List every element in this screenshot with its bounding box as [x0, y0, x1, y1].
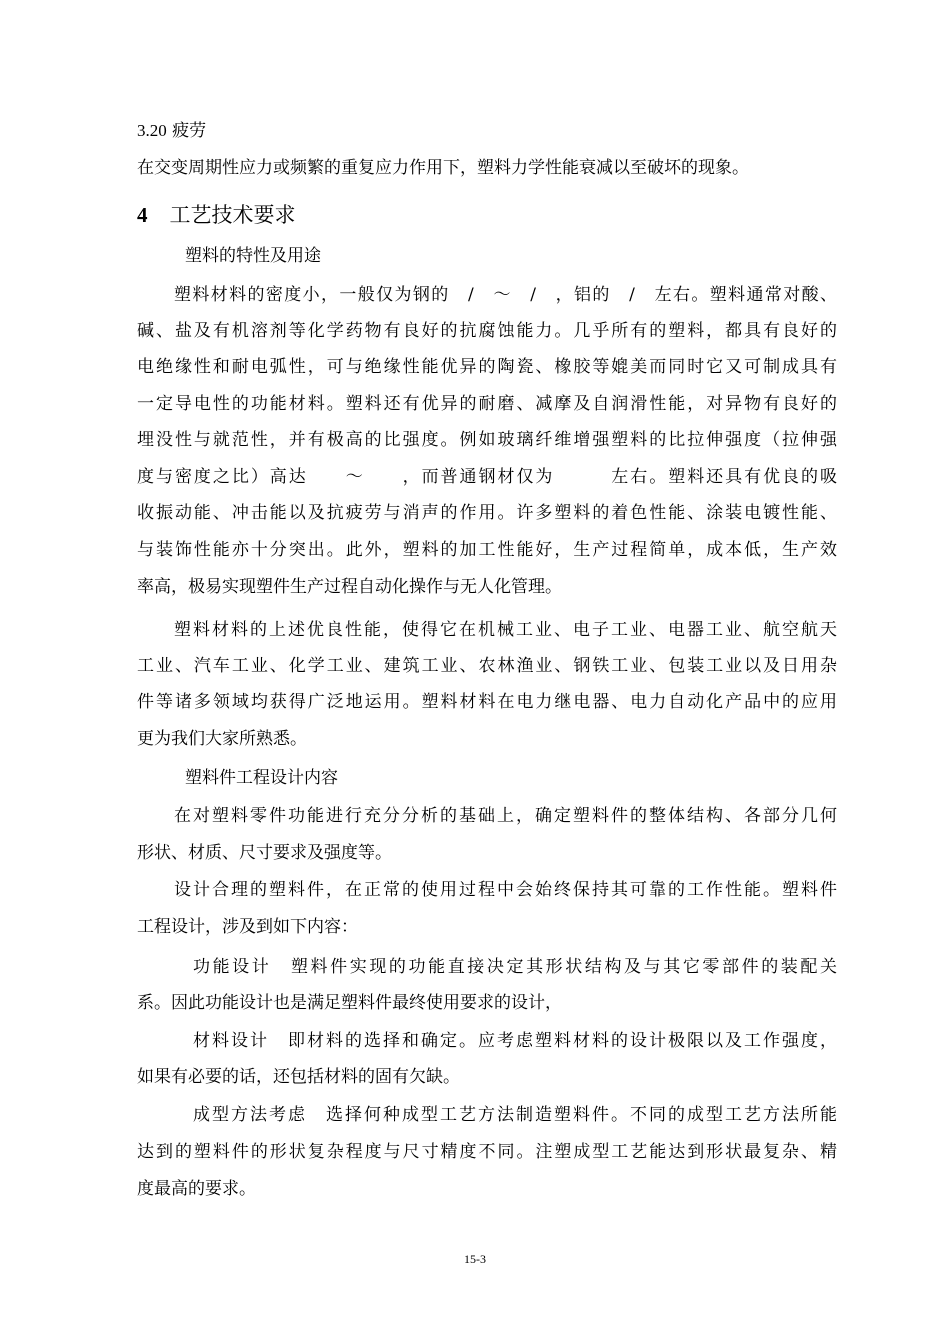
paragraph-line: 工业、汽车工业、化学工业、建筑工业、农林渔业、钢铁工业、包装工业以及日用杂 [137, 656, 837, 676]
paragraph-line: 一定导电性的功能材料。塑料还有优异的耐磨、减摩及自润滑性能，对异物有良好的 [137, 394, 837, 414]
definition-text: 在交变周期性应力或频繁的重复应力作用下，塑料力学性能衰减以至破坏的现象。 [137, 158, 749, 178]
paragraph-line: 电绝缘性和耐电弧性，可与绝缘性能优异的陶瓷、橡胶等媲美而同时它又可制成具有 [137, 357, 837, 377]
paragraph-line: 设计合理的塑料件，在正常的使用过程中会始终保持其可靠的工作性能。塑料件 [174, 880, 837, 900]
paragraph-line: 更为我们大家所熟悉。 [137, 729, 307, 749]
paragraph-line: 工程设计，涉及到如下内容： [137, 917, 358, 937]
list-item-line: 度最高的要求。 [137, 1179, 256, 1199]
list-item-line: 功能设计 塑料件实现的功能直接决定其形状结构及与其它零部件的装配关 [193, 957, 837, 977]
paragraph-line: 度与密度之比）高达 ～ ，而普通钢材仅为 左右。塑料还具有优良的吸 [137, 467, 837, 487]
list-item-line: 系。因此功能设计也是满足塑料件最终使用要求的设计， [137, 993, 562, 1013]
subsection-title: 塑料的特性及用途 [185, 246, 321, 266]
paragraph-line: 在对塑料零件功能进行充分分析的基础上，确定塑料件的整体结构、各部分几何 [174, 806, 837, 826]
list-item-line: 如果有必要的话，还包括材料的固有欠缺。 [137, 1067, 460, 1087]
list-item-line: 材料设计 即材料的选择和确定。应考虑塑料材料的设计极限以及工作强度， [193, 1031, 837, 1051]
paragraph-line: 收振动能、冲击能以及抗疲劳与消声的作用。许多塑料的着色性能、涂装电镀性能、 [137, 503, 837, 523]
chapter-heading [137, 199, 296, 229]
chapter-title: 工艺技术要求 [169, 203, 296, 227]
paragraph-line: 件等诸多领域均获得广泛地运用。塑料材料在电力继电器、电力自动化产品中的应用 [137, 692, 837, 712]
list-item-line: 成型方法考虑 选择何种成型工艺方法制造塑料件。不同的成型工艺方法所能 [193, 1105, 837, 1125]
list-item-line: 达到的塑料件的形状复杂程度与尺寸精度不同。注塑成型工艺能达到形状最复杂、精 [137, 1142, 837, 1162]
paragraph-line: 塑料材料的密度小，一般仅为钢的 / ～ / ，铝的 / 左右。塑料通常对酸、 [174, 285, 837, 305]
paragraph-line: 塑料材料的上述优良性能，使得它在机械工业、电子工业、电器工业、航空航天 [174, 620, 837, 640]
paragraph-line: 埋没性与就范性，并有极高的比强度。例如玻璃纤维增强塑料的比拉伸强度（拉伸强 [137, 430, 837, 450]
chapter-number: 4 [137, 203, 148, 227]
page-number: 15-3 [464, 1252, 486, 1266]
paragraph-line: 碱、盐及有机溶剂等化学药物有良好的抗腐蚀能力。几乎所有的塑料，都具有良好的 [137, 321, 837, 341]
section-title: 疲劳 [172, 121, 207, 141]
section-number: 3.20 [137, 121, 167, 140]
section-heading-3-20 [137, 121, 837, 141]
paragraph-line: 率高，极易实现塑件生产过程自动化操作与无人化管理。 [137, 577, 562, 597]
subsection-title: 塑料件工程设计内容 [185, 768, 338, 788]
paragraph-line: 形状、材质、尺寸要求及强度等。 [137, 843, 392, 863]
paragraph-line: 与装饰性能亦十分突出。此外，塑料的加工性能好，生产过程简单，成本低，生产效 [137, 540, 837, 560]
